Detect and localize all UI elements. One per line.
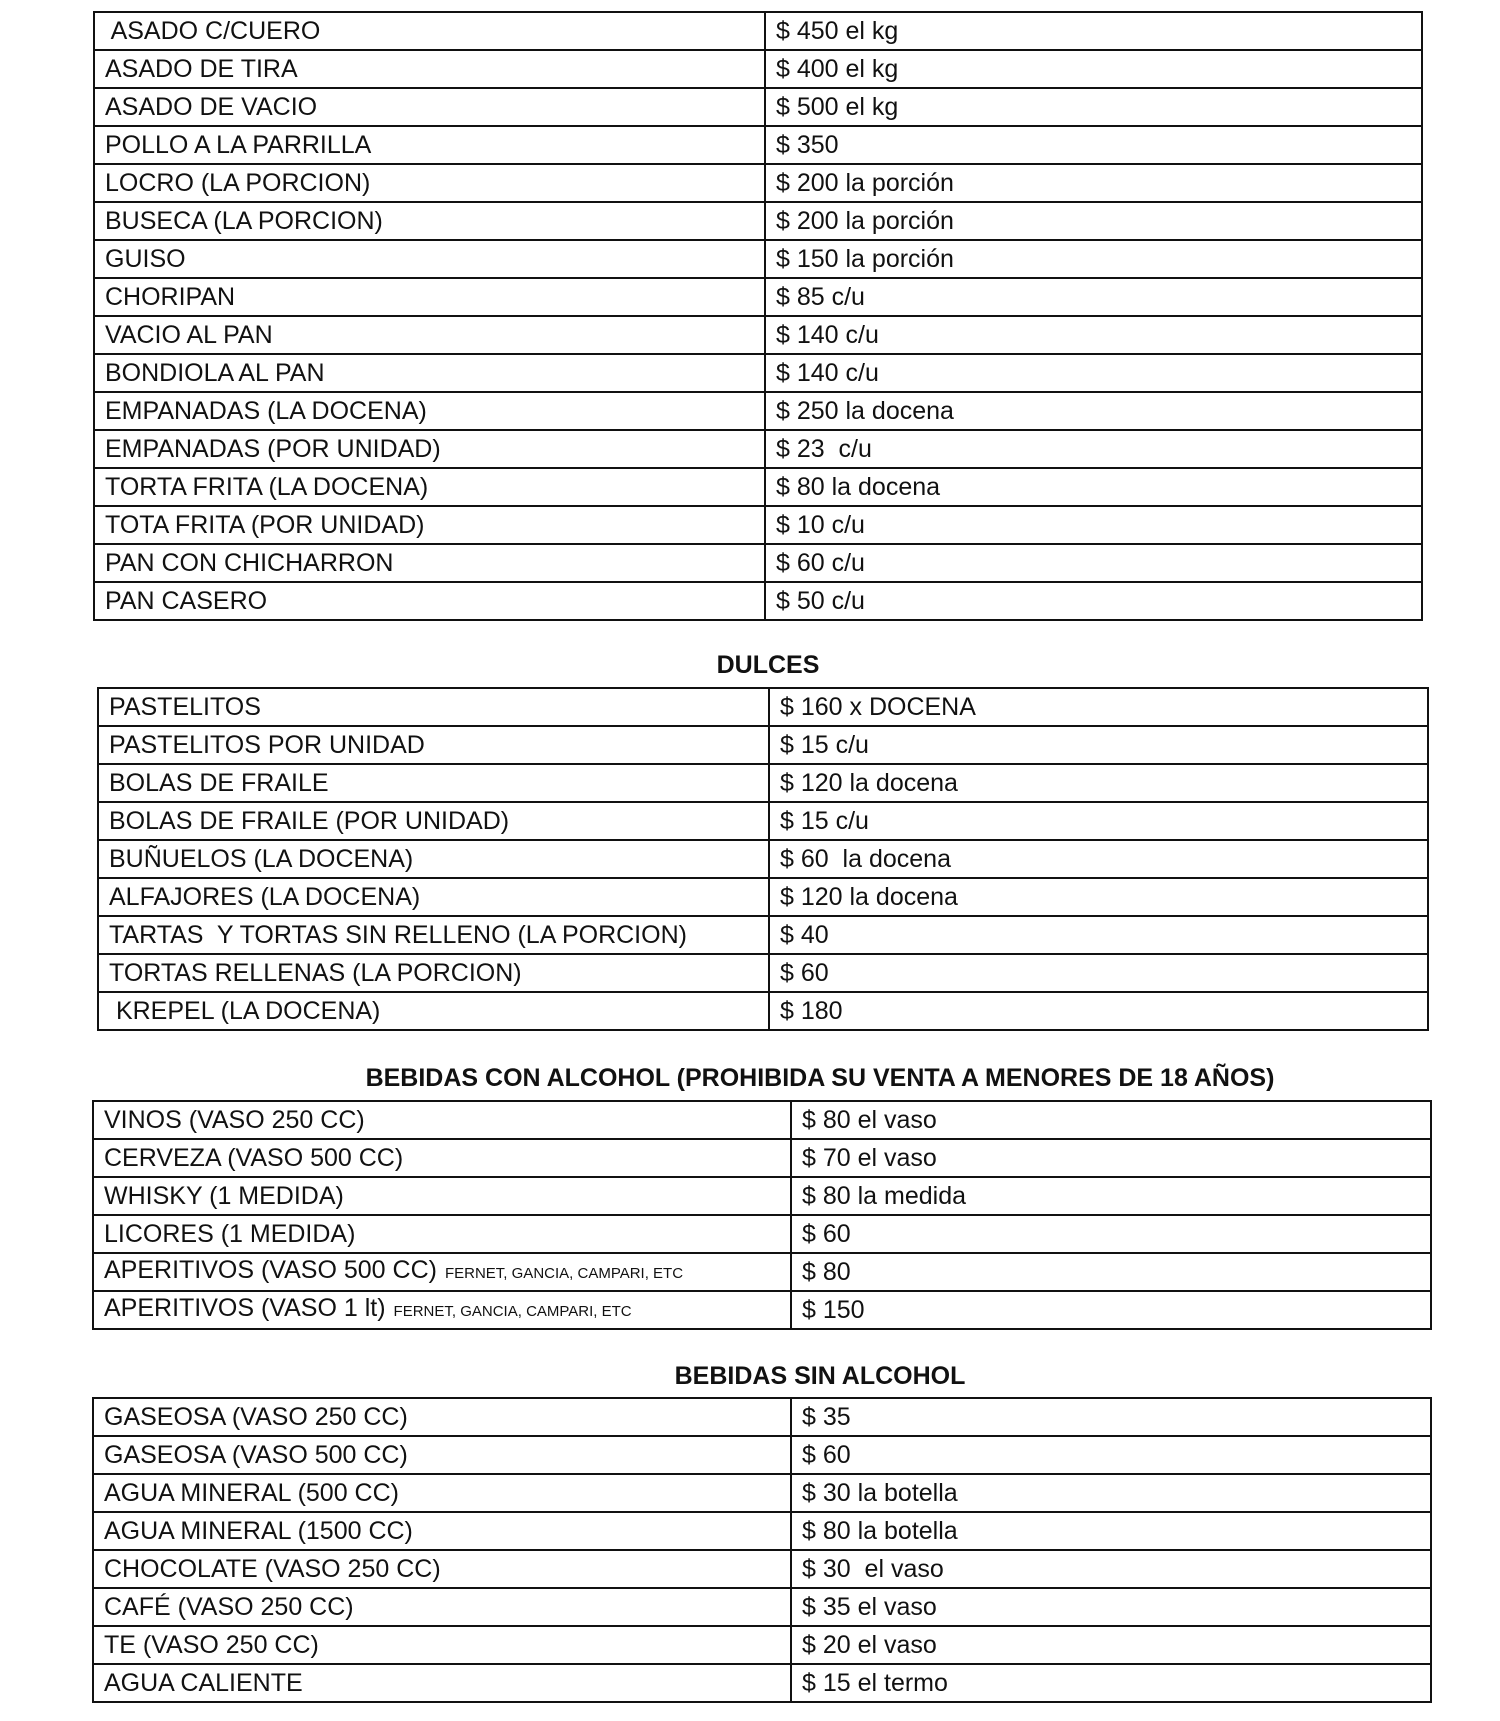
item-price: $ 40 [780, 921, 829, 949]
item-name: AGUA MINERAL (1500 CC) [104, 1517, 413, 1545]
item-name: APERITIVOS (VASO 500 CC) [104, 1256, 437, 1284]
item-price: $ 140 c/u [776, 359, 879, 387]
item-price: $ 400 el kg [776, 55, 899, 83]
item-name: BONDIOLA AL PAN [105, 359, 325, 387]
item-cell [98, 992, 769, 1030]
item-cell [93, 1664, 791, 1702]
item-name: PASTELITOS [109, 693, 261, 721]
item-note: FERNET, GANCIA, CAMPARI, ETC [444, 1265, 684, 1282]
price-cell [765, 506, 1422, 544]
price-cell [791, 1177, 1431, 1215]
item-price: $ 30 la botella [802, 1479, 958, 1507]
table-row [94, 506, 1422, 544]
item-name: AGUA MINERAL (500 CC) [104, 1479, 399, 1507]
table-row [94, 202, 1422, 240]
item-cell [93, 1253, 791, 1291]
item-name: ALFAJORES (LA DOCENA) [109, 883, 421, 911]
item-price: $ 50 c/u [776, 587, 865, 615]
item-name: POLLO A LA PARRILLA [105, 131, 372, 159]
item-price: $ 60 [780, 959, 829, 987]
item-price: $ 80 [802, 1258, 851, 1286]
item-cell [98, 954, 769, 992]
price-cell [791, 1626, 1431, 1664]
price-cell [791, 1664, 1431, 1702]
table-row [94, 582, 1422, 620]
price-cell [769, 764, 1428, 802]
item-price: $ 200 la porción [776, 169, 954, 197]
price-cell [765, 240, 1422, 278]
item-price: $ 35 [802, 1403, 851, 1431]
price-cell [769, 954, 1428, 992]
table-row [93, 1550, 1431, 1588]
item-cell [94, 12, 765, 50]
item-price: $ 35 el vaso [802, 1593, 937, 1621]
item-price: $ 10 c/u [776, 511, 865, 539]
item-name: AGUA CALIENTE [104, 1669, 303, 1697]
item-name: GASEOSA (VASO 500 CC) [104, 1441, 408, 1469]
price-cell [769, 840, 1428, 878]
item-name: ASADO DE TIRA [105, 55, 298, 83]
item-cell [94, 88, 765, 126]
item-cell [94, 240, 765, 278]
table-row [93, 1215, 1431, 1253]
price-cell [765, 12, 1422, 50]
price-cell [765, 50, 1422, 88]
price-cell [791, 1215, 1431, 1253]
item-cell [94, 544, 765, 582]
item-name: PAN CASERO [105, 587, 268, 615]
price-cell [765, 468, 1422, 506]
item-cell [98, 802, 769, 840]
item-cell [93, 1398, 791, 1436]
item-name: APERITIVOS (VASO 1 lt) [104, 1294, 386, 1322]
section-heading-dulces: DULCES [716, 651, 820, 679]
item-cell [98, 840, 769, 878]
item-name: WHISKY (1 MEDIDA) [104, 1182, 344, 1210]
table-row [98, 954, 1428, 992]
item-cell [94, 316, 765, 354]
table-row [93, 1474, 1431, 1512]
price-cell [765, 126, 1422, 164]
price-cell [765, 202, 1422, 240]
item-price: $ 80 la botella [802, 1517, 958, 1545]
price-cell [791, 1101, 1431, 1139]
item-cell [94, 506, 765, 544]
price-cell [791, 1139, 1431, 1177]
price-cell [765, 316, 1422, 354]
price-cell [765, 354, 1422, 392]
item-cell [94, 50, 765, 88]
item-price: $ 120 la docena [780, 769, 958, 797]
price-cell [791, 1474, 1431, 1512]
table-row [94, 12, 1422, 50]
item-price: $ 200 la porción [776, 207, 954, 235]
item-price: $ 120 la docena [780, 883, 958, 911]
item-cell [93, 1512, 791, 1550]
section-heading-bebidas-sin-alcohol: BEBIDAS SIN ALCOHOL [674, 1362, 966, 1390]
item-cell [93, 1291, 791, 1329]
item-cell [94, 202, 765, 240]
item-price: $ 60 [802, 1441, 851, 1469]
item-price: $ 70 el vaso [802, 1144, 937, 1172]
price-cell [765, 392, 1422, 430]
item-price: $ 15 c/u [780, 807, 869, 835]
dulces-price-table [97, 687, 1429, 1031]
table-row [93, 1253, 1431, 1291]
item-cell [94, 392, 765, 430]
item-cell [94, 468, 765, 506]
item-price: $ 15 el termo [802, 1669, 948, 1697]
item-name: LOCRO (LA PORCION) [105, 169, 371, 197]
alcohol-price-table [92, 1100, 1432, 1330]
item-cell [93, 1550, 791, 1588]
section-heading-bebidas-con-alcohol: BEBIDAS CON ALCOHOL (PROHIBIDA SU VENTA A MENORES DE 18 AÑOS) [365, 1064, 1275, 1092]
item-cell [93, 1626, 791, 1664]
item-cell [94, 582, 765, 620]
item-name: VINOS (VASO 250 CC) [104, 1106, 365, 1134]
table-row [98, 992, 1428, 1030]
item-cell [98, 878, 769, 916]
item-price: $ 60 la docena [780, 845, 951, 873]
price-cell [765, 164, 1422, 202]
item-price: $ 60 c/u [776, 549, 865, 577]
price-cell [765, 582, 1422, 620]
item-name: EMPANADAS (POR UNIDAD) [105, 435, 441, 463]
item-name: CAFÉ (VASO 250 CC) [104, 1593, 354, 1621]
table-row [94, 430, 1422, 468]
item-cell [98, 764, 769, 802]
table-row [93, 1139, 1431, 1177]
item-cell [98, 916, 769, 954]
table-row [94, 316, 1422, 354]
item-name: TE (VASO 250 CC) [104, 1631, 319, 1659]
table-row [94, 50, 1422, 88]
price-cell [765, 430, 1422, 468]
item-price: $ 160 x DOCENA [780, 693, 976, 721]
table-row [94, 544, 1422, 582]
table-row [94, 392, 1422, 430]
item-cell [93, 1101, 791, 1139]
item-price: $ 250 la docena [776, 397, 954, 425]
price-cell [791, 1512, 1431, 1550]
item-cell [93, 1436, 791, 1474]
price-cell [791, 1550, 1431, 1588]
table-row [93, 1588, 1431, 1626]
item-name: BOLAS DE FRAILE [109, 769, 329, 797]
price-cell [791, 1588, 1431, 1626]
table-row [94, 354, 1422, 392]
item-price: $ 30 el vaso [802, 1555, 944, 1583]
price-cell [769, 878, 1428, 916]
item-name: CERVEZA (VASO 500 CC) [104, 1144, 404, 1172]
table-row [98, 878, 1428, 916]
table-row [98, 840, 1428, 878]
item-price: $ 450 el kg [776, 17, 899, 45]
item-price: $ 150 la porción [776, 245, 954, 273]
item-price: $ 23 c/u [776, 435, 872, 463]
item-name: LICORES (1 MEDIDA) [104, 1220, 356, 1248]
item-name: BUÑUELOS (LA DOCENA) [109, 845, 414, 873]
item-cell [93, 1215, 791, 1253]
price-cell [791, 1436, 1431, 1474]
item-price: $ 20 el vaso [802, 1631, 937, 1659]
item-cell [98, 688, 769, 726]
item-price: $ 80 la docena [776, 473, 941, 501]
price-cell [769, 688, 1428, 726]
item-price: $ 140 c/u [776, 321, 879, 349]
item-cell [94, 164, 765, 202]
item-name: BOLAS DE FRAILE (POR UNIDAD) [109, 807, 510, 835]
item-name: CHOCOLATE (VASO 250 CC) [104, 1555, 441, 1583]
item-cell [93, 1139, 791, 1177]
item-cell [94, 354, 765, 392]
item-price: $ 180 [780, 997, 843, 1025]
item-name: KREPEL (LA DOCENA) [109, 997, 381, 1025]
table-row [98, 916, 1428, 954]
item-price: $ 85 c/u [776, 283, 865, 311]
table-row [94, 278, 1422, 316]
table-row [93, 1626, 1431, 1664]
item-price: $ 80 el vaso [802, 1106, 937, 1134]
table-row [93, 1177, 1431, 1215]
item-cell [94, 278, 765, 316]
item-name: GASEOSA (VASO 250 CC) [104, 1403, 408, 1431]
item-price: $ 150 [802, 1296, 865, 1324]
item-cell [93, 1474, 791, 1512]
price-cell [791, 1291, 1431, 1329]
table-row [93, 1101, 1431, 1139]
item-name: EMPANADAS (LA DOCENA) [105, 397, 427, 425]
item-name: GUISO [105, 245, 186, 273]
table-row [98, 764, 1428, 802]
item-name: TORTAS RELLENAS (LA PORCION) [109, 959, 522, 987]
item-name: PASTELITOS POR UNIDAD [109, 731, 425, 759]
table-row [94, 164, 1422, 202]
item-price: $ 15 c/u [780, 731, 869, 759]
table-row [93, 1291, 1431, 1329]
price-cell [765, 88, 1422, 126]
item-name: TOTA FRITA (POR UNIDAD) [105, 511, 425, 539]
item-price: $ 350 [776, 131, 839, 159]
table-row [93, 1664, 1431, 1702]
table-row [93, 1436, 1431, 1474]
price-cell [769, 992, 1428, 1030]
table-row [94, 240, 1422, 278]
item-name: VACIO AL PAN [105, 321, 273, 349]
item-cell [93, 1588, 791, 1626]
table-row [93, 1512, 1431, 1550]
price-cell [765, 544, 1422, 582]
item-cell [93, 1177, 791, 1215]
item-price: $ 500 el kg [776, 93, 899, 121]
item-cell [98, 726, 769, 764]
price-cell [769, 726, 1428, 764]
item-name: CHORIPAN [105, 283, 236, 311]
price-cell [791, 1398, 1431, 1436]
item-name: ASADO DE VACIO [105, 93, 318, 121]
item-name: TORTA FRITA (LA DOCENA) [105, 473, 429, 501]
item-name: BUSECA (LA PORCION) [105, 207, 383, 235]
table-row [94, 468, 1422, 506]
table-row [98, 726, 1428, 764]
item-cell [94, 126, 765, 164]
item-price: $ 60 [802, 1220, 851, 1248]
item-note: FERNET, GANCIA, CAMPARI, ETC [393, 1303, 632, 1320]
item-price: $ 80 la medida [802, 1182, 967, 1210]
table-row [93, 1398, 1431, 1436]
table-row [94, 126, 1422, 164]
price-cell [765, 278, 1422, 316]
table-row [94, 88, 1422, 126]
item-name: TARTAS Y TORTAS SIN RELLENO (LA PORCION) [109, 921, 687, 949]
item-name: ASADO C/CUERO [105, 17, 321, 45]
price-cell [769, 916, 1428, 954]
item-cell [94, 430, 765, 468]
table-row [98, 688, 1428, 726]
price-cell [769, 802, 1428, 840]
price-cell [791, 1253, 1431, 1291]
table-row [98, 802, 1428, 840]
food-price-table [93, 11, 1423, 621]
soft-drinks-price-table [92, 1397, 1432, 1703]
item-name: PAN CON CHICHARRON [105, 549, 394, 577]
